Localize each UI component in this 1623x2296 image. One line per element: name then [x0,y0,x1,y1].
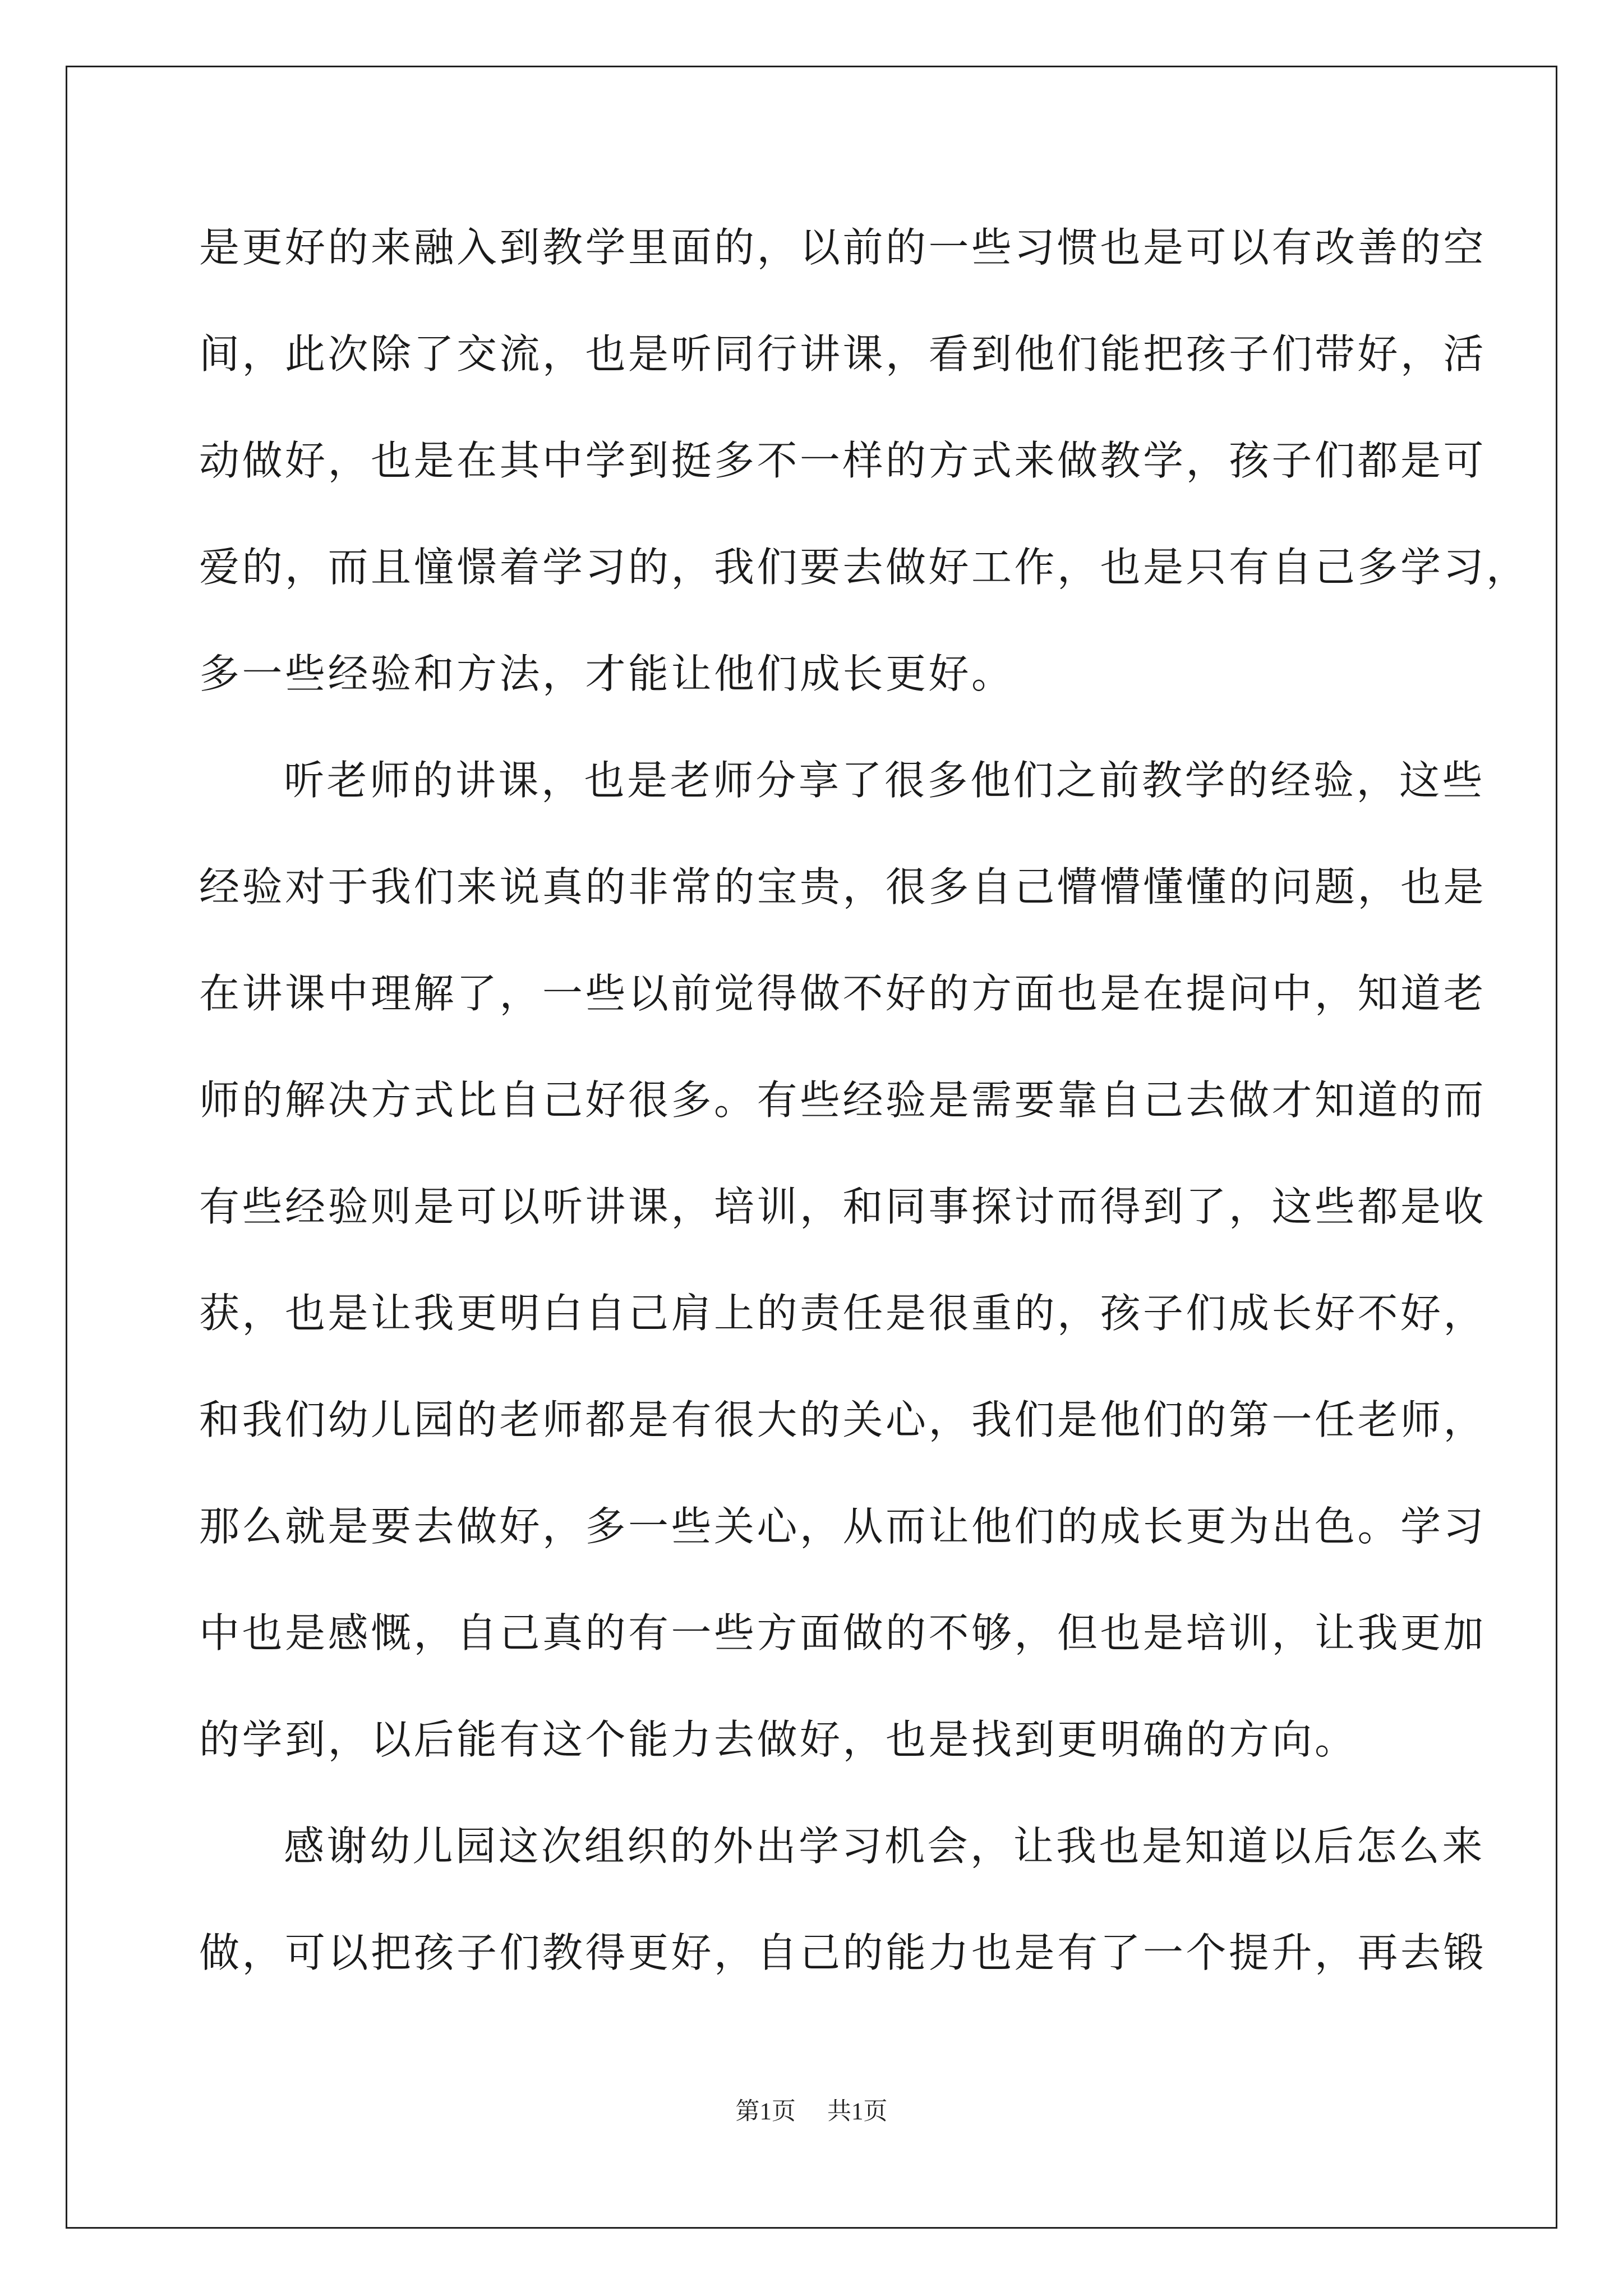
text-line: 的学到，以后能有这个能力去做好，也是找到更明确的方向。 [199,1716,1358,1763]
text-line: 在讲课中理解了，一些以前觉得做不好的方面也是在提问中，知道老 [199,970,1487,1017]
text-line: 爱的，而且憧憬着学习的，我们要去做好工作，也是只有自己多学习， [199,544,1529,591]
page-number-current: 第1页 [735,2099,796,2125]
text-line: 中也是感慨，自己真的有一些方面做的不够，但也是培训，让我更加 [199,1609,1487,1657]
paragraph-first-line: 听老师的讲课，也是老师分享了很多他们之前教学的经验，这些 [284,757,1486,804]
text-line: 动做好，也是在其中学到挺多不一样的方式来做教学，孩子们都是可 [199,437,1487,484]
document-body [199,205,1529,2017]
text-line: 和我们幼儿园的老师都是有很大的关心，我们是他们的第一任老师， [199,1396,1487,1443]
text-line: 师的解决方式比自己好很多。有些经验是需要靠自己去做才知道的而 [199,1076,1487,1124]
text-line: 那么就是要去做好，多一些关心，从而让他们的成长更为出色。学习 [199,1503,1487,1550]
text-line: 是更好的来融入到教学里面的，以前的一些习惯也是可以有改善的空 [199,224,1487,271]
page-footer [0,2092,1623,2127]
page-number-total: 共1页 [827,2099,888,2125]
text-line: 有些经验则是可以听讲课，培训，和同事探讨而得到了，这些都是收 [199,1183,1487,1230]
text-line: 经验对于我们来说真的非常的宝贵，很多自己懵懵懂懂的问题，也是 [199,863,1487,910]
text-line: 做，可以把孩子们教得更好，自己的能力也是有了一个提升，再去锻 [199,1929,1487,1976]
text-line: 间，此次除了交流，也是听同行讲课，看到他们能把孩子们带好，活 [199,330,1487,378]
text-line: 获，也是让我更明白自己肩上的责任是很重的，孩子们成长好不好， [199,1290,1487,1337]
text-line: 多一些经验和方法，才能让他们成长更好。 [199,650,1015,697]
paragraph-first-line: 感谢幼儿园这次组织的外出学习机会，让我也是知道以后怎么来 [284,1823,1486,1870]
